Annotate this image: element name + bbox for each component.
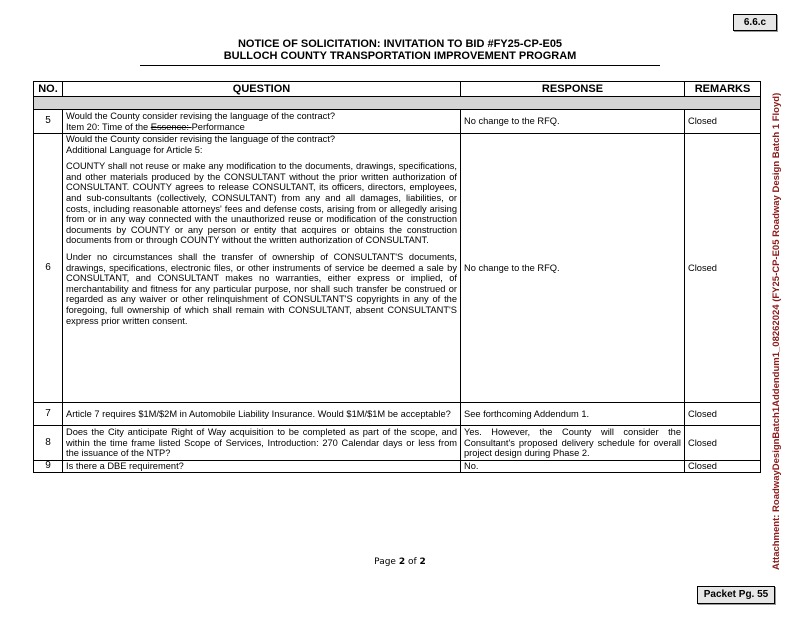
table-row: [34, 110, 761, 134]
response-cell: No change to the RFQ.: [461, 110, 685, 134]
question-cell: Would the County consider revising the language of the contract? Item 20: Time of the Essence: Performance: [63, 110, 461, 134]
question-cell: Is there a DBE requirement?: [63, 461, 461, 473]
table-row: [34, 426, 761, 461]
struck-text: Essence:: [150, 121, 192, 132]
remarks-cell: Closed: [685, 134, 761, 403]
document-subtitle: BULLOCH COUNTY TRANSPORTATION IMPROVEMENT PROGRAM: [223, 50, 577, 62]
question-paragraph: COUNTY shall not reuse or make any modification to the documents, drawings, specifications, and other materials produced by the CONSULTANT without the prior written authorization of CONSULTANT. COUNTY agrees to release CONSULTANT, its officers, directors, employees, and sub-consultants (collectively, CONSULTANT) from any and all damages, liabilities, or costs, including reasonable attorneys' fees and defense costs, arising from or allegedly arising from or in any way connected with the unauthorized reuse or modification of the construction documents by COUNTY or any person or entity that acquires or obtains the construction documents from or through COUNTY without the written authorization of CONSULTANT.: [66, 161, 457, 246]
remarks-cell: Closed: [685, 403, 761, 426]
remarks-cell: Closed: [685, 426, 761, 461]
row-number: 7: [34, 403, 63, 426]
table-row: [34, 134, 761, 403]
remarks-cell: Closed: [685, 461, 761, 473]
table-row: [34, 461, 761, 473]
page-number: Page 2 of 2: [374, 557, 426, 567]
table-header-row: [34, 82, 761, 97]
attachment-tag: 6.6.c: [733, 14, 777, 31]
section-separator-row: [34, 97, 761, 110]
table-row: [34, 403, 761, 426]
title-underline: [140, 65, 660, 66]
row-number: 5: [34, 110, 63, 134]
row-number: 6: [34, 134, 63, 403]
header-no: NO.: [34, 82, 63, 97]
question-cell: Would the County consider revising the language of the contract? Additional Language for Article 5: COUNTY shall not reuse or make any modification to the documents, drawings, specifications, and other materials produced by the CONSULTANT without the prior written authorization of CONSULTANT. COUNTY agrees to release CONSULTANT, its officers, directors, employees, and sub-consultants (collectively, CONSULTANT) from any and all damages, liabilities, or costs, including reasonable attorneys' fees and defense costs, arising from or allegedly arising from or in any way connected with the unauthorized reuse or modification of the construction documents by COUNTY or any person or entity that acquires or obtains the construction documents from or through COUNTY without the written authorization of CONSULTANT. Under no circumstances shall the transfer of ownership of CONSULTANT'S documents, drawings, specifications, electronic files, or other instruments of service be deemed a sale by CONSULTANT, and CONSULTANT makes no warranties, either express or implied, of merchantability and fitness for any particular purpose, nor shall such transfer be construed or regarded as any waiver or other relinquishment of CONSULTANT'S copyrights in any of the foregoing, full ownership of which shall remain with CONSULTANT, absent CONSULTANT'S express prior written consent.: [63, 134, 461, 403]
question-paragraph: Under no circumstances shall the transfer of ownership of CONSULTANT'S documents, drawings, specifications, electronic files, or other instruments of service be deemed a sale by CONSULTANT, and CONSULTANT makes no warranties, either express or implied, of merchantability and fitness for any particular purpose, nor shall such transfer be construed or regarded as any waiver or other relinquishment of CONSULTANT'S copyrights in any of the foregoing, full ownership of which shall remain with CONSULTANT, absent CONSULTANT'S express prior written consent.: [66, 251, 457, 326]
attachment-sidebar-label: Attachment: RoadwayDesignBatch1Addendum1_08262024 (FY25-CP-E05 Roadway Design Batch 1 Floyd): [771, 92, 782, 570]
remarks-cell: Closed: [685, 110, 761, 134]
qa-table: [33, 81, 761, 473]
question-cell: Article 7 requires $1M/$2M in Automobile Liability Insurance. Would $1M/$1M be acceptable?: [63, 403, 461, 426]
row-number: 9: [34, 461, 63, 473]
question-cell: Does the City anticipate Right of Way acquisition to be completed as part of the scope, and within the time frame listed Scope of Services, Introduction: 270 Calendar days or less from the issuance of the NTP?: [63, 426, 461, 461]
response-cell: No change to the RFQ.: [461, 134, 685, 403]
response-cell: Yes. However, the County will consider the Consultant's proposed delivery schedule for overall project design during Phase 2.: [461, 426, 685, 461]
packet-page-badge: Packet Pg. 55: [697, 586, 775, 604]
header-response: RESPONSE: [461, 82, 685, 97]
response-cell: See forthcoming Addendum 1.: [461, 403, 685, 426]
response-cell: No.: [461, 461, 685, 473]
header-remarks: REMARKS: [685, 82, 761, 97]
header-question: QUESTION: [63, 82, 461, 97]
document-title: NOTICE OF SOLICITATION: INVITATION TO BID #FY25-CP-E05: [237, 38, 563, 50]
row-number: 8: [34, 426, 63, 461]
